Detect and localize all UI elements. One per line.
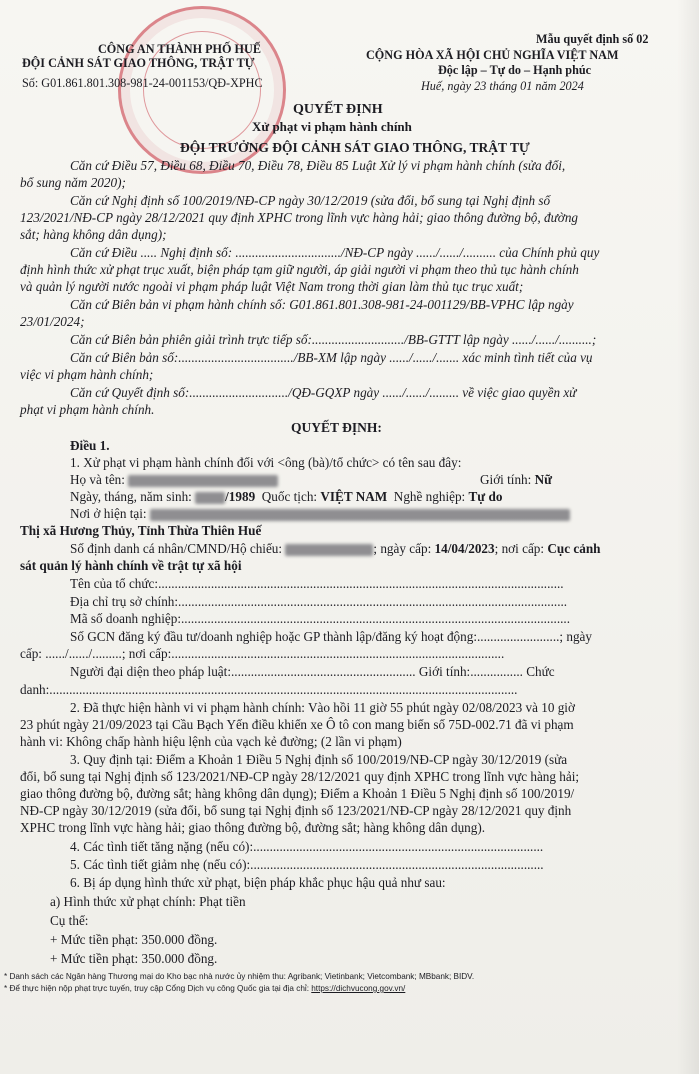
dob-row xyxy=(70,488,502,505)
fine-2: + Mức tiền phạt: 350.000 đồng. xyxy=(50,951,218,966)
org-rep-line-1: Người đại diện theo pháp luật:........................................................ Giới tính:................ Chức xyxy=(70,664,555,679)
org-gcn-line-2: cấp: ....../....../.........; nơi cấp:..................................................................................................... xyxy=(20,646,505,661)
place-date: Huế, ngày 23 tháng 01 năm 2024 xyxy=(421,79,584,93)
id-issue-place-2: sát quản lý hành chính về trật tự xã hội xyxy=(20,558,242,573)
agency-parent: CÔNG AN THÀNH PHỐ HUẾ xyxy=(98,42,261,56)
preamble-3-line-3: và quản lý người nước ngoài vi phạm pháp luật Việt Nam trong thời gian làm thủ tục trục xuất; xyxy=(20,279,524,294)
preamble-4-line-2: 23/01/2024; xyxy=(20,314,85,329)
preamble-3-line-1: Căn cứ Điều ..... Nghị định số: ................................/NĐ-CP ngày ....../....../.......... của Chính phủ quy xyxy=(70,245,600,260)
preamble-5-line-1: Căn cứ Biên bản phiên giải trình trực tiếp số:............................/BB-GTTT lập ngày ....../....../..........; xyxy=(70,332,597,347)
preamble-7-line-1: Căn cứ Quyết định số:............................../QĐ-GQXP ngày ....../....../......... về việc giao quyền xử xyxy=(70,385,577,400)
item-5: 5. Các tình tiết giảm nhẹ (nếu có):......................................................................................... xyxy=(70,857,544,872)
footnote-online-prefix: * Để thực hiện nộp phạt trực tuyến, truy cập Cổng Dịch vụ công Quốc gia tại địa chỉ: xyxy=(4,984,309,993)
org-name-line: Tên của tổ chức:........................................................................................................................... xyxy=(70,576,564,591)
gender-label: Giới tính: xyxy=(480,472,532,487)
preamble-6-line-2: việc vi phạm hành chính; xyxy=(20,367,154,382)
dob-day-month-redacted xyxy=(195,492,225,504)
item-3-line-1: 3. Quy định tại: Điểm a Khoản 1 Điều 5 Nghị định số 100/2019/NĐ-CP ngày 30/12/2019 (sửa xyxy=(70,752,568,767)
preamble-6-line-1: Căn cứ Biên bản số:.................................../BB-XM lập ngày ....../....../....... xác minh tình tiết của vụ xyxy=(70,350,593,365)
name-label: Họ và tên: xyxy=(70,472,125,487)
org-gcn-line-1: Số GCN đăng ký đầu tư/doanh nghiệp hoặc GP thành lập/đăng ký hoạt động:.........................; ngày xyxy=(70,629,593,644)
item-6: 6. Bị áp dụng hình thức xử phạt, biện pháp khắc phục hậu quả như sau: xyxy=(70,875,446,890)
item-2-line-3: hành vi: Không chấp hành hiệu lệnh của vạch kẻ đường; (2 lần vi phạm) xyxy=(20,734,402,749)
job-value: Tự do xyxy=(468,489,503,504)
item-2-line-1: 2. Đã thực hiện hành vi vi phạm hành chính: Vào hồi 11 giờ 55 phút ngày 02/08/2023 và 10 giờ xyxy=(70,700,575,715)
name-value-redacted xyxy=(128,475,278,487)
preamble-2-line-2: 123/2021/NĐ-CP ngày 28/12/2021 quy định XPHC trong lĩnh vực hàng hải; giao thông đường bộ, đường xyxy=(20,210,579,225)
id-label: Số định danh cá nhân/CMND/Hộ chiếu: xyxy=(70,541,283,556)
org-address-line: Địa chỉ trụ sở chính:...................................................................................................................... xyxy=(70,594,568,609)
item-1-intro: 1. Xử phạt vi phạm hành chính đối với <ông (bà)/tổ chức> có tên sau đây: xyxy=(70,455,462,470)
form-code: Mẫu quyết định số 02 xyxy=(536,32,649,46)
id-issue-place-1: Cục cảnh xyxy=(547,541,601,556)
item-6a: a) Hình thức xử phạt chính: Phạt tiền xyxy=(50,894,246,909)
item-3-line-4: NĐ-CP ngày 30/12/2019 (sửa đổi, bổ sung tại Nghị định số 123/2021/NĐ-CP ngày 28/12/2021 quy định xyxy=(20,803,572,818)
preamble-3-line-2: định hình thức xử phạt trục xuất, biện pháp tạm giữ người, áp giải người vi phạm theo thủ tục hành chính xyxy=(20,262,579,277)
motto: Độc lập – Tự do – Hạnh phúc xyxy=(438,63,592,77)
preamble-7-line-2: phạt vi phạm hành chính. xyxy=(20,402,155,417)
nationality-label: Quốc tịch: xyxy=(261,489,318,504)
id-place-label: ; nơi cấp: xyxy=(494,541,545,556)
id-number-redacted xyxy=(285,544,373,556)
country-name: CỘNG HÒA XÃ HỘI CHỦ NGHĨA VIỆT NAM xyxy=(366,48,619,62)
address-line-2: Thị xã Hương Thủy, Tỉnh Thừa Thiên Huế xyxy=(20,523,262,538)
item-3-line-2: đổi, bổ sung tại Nghị định số 123/2021/NĐ-CP ngày 28/12/2021 quy định XPHC trong lĩnh vực hàng hải; xyxy=(20,769,580,784)
fine-1: + Mức tiền phạt: 350.000 đồng. xyxy=(50,932,218,947)
address-redacted xyxy=(150,509,570,521)
id-issue-date: 14/04/2023 xyxy=(434,541,495,556)
dob-label: Ngày, tháng, năm sinh: xyxy=(70,489,192,504)
gender-row xyxy=(480,471,552,488)
preamble-4-line-1: Căn cứ Biên bản vi phạm hành chính số: G01.861.801.308-981-24-001129/BB-VPHC lập ngày xyxy=(70,297,574,312)
gender-value: Nữ xyxy=(534,472,553,487)
agency-name: ĐỘI CẢNH SÁT GIAO THÔNG, TRẬT TỰ xyxy=(22,56,255,70)
document-number: Số: G01.861.801.308-981-24-001153/QĐ-XPHC xyxy=(22,76,263,90)
item-2-line-2: 23 phút ngày 21/09/2023 tại Cầu Bạch Yến điều khiển xe Ô tô con mang biển số 75D-002.71 đã vi phạm xyxy=(20,717,574,732)
job-label: Nghề nghiệp: xyxy=(393,489,466,504)
org-tax-line: Mã số doanh nghiệp:...................................................................................................................... xyxy=(70,611,571,626)
address-row xyxy=(70,505,570,522)
nationality-value: VIỆT NAM xyxy=(320,489,388,504)
title-sub: Xử phạt vi phạm hành chính xyxy=(252,119,412,134)
preamble-2-line-3: sắt; hàng không dân dụng); xyxy=(20,227,167,242)
decision-heading: QUYẾT ĐỊNH: xyxy=(291,420,382,435)
preamble-2-line-1: Căn cứ Nghị định số 100/2019/NĐ-CP ngày 30/12/2019 (sửa đổi, bổ sung tại Nghị định số xyxy=(70,193,551,208)
item-3-line-5: XPHC trong lĩnh vực hàng hải; giao thông đường bộ, đường sắt; hàng không dân dụng). xyxy=(20,820,486,835)
footnote-online-payment xyxy=(4,984,405,993)
id-row xyxy=(70,540,600,557)
article-1: Điều 1. xyxy=(70,438,110,453)
dichvucong-link[interactable]: https://dichvucong.gov.vn/ xyxy=(311,984,406,993)
authority-title: ĐỘI TRƯỞNG ĐỘI CẢNH SÁT GIAO THÔNG, TRẬT TỰ xyxy=(180,140,530,155)
address-label: Nơi ở hiện tại: xyxy=(70,506,147,521)
name-row xyxy=(70,471,278,488)
page-edge-shadow xyxy=(677,0,699,1074)
org-rep-line-2: danh:.............................................................................................................................................. xyxy=(20,682,518,697)
dob-year: /1989 xyxy=(225,489,256,504)
item-6-detail: Cụ thể: xyxy=(50,913,89,928)
title-main: QUYẾT ĐỊNH xyxy=(293,102,383,117)
preamble-1-line-2: bổ sung năm 2020); xyxy=(20,175,126,190)
footnote-banks: * Danh sách các Ngân hàng Thương mại do Kho bạc nhà nước ủy nhiệm thu: Agribank; Vietinbank; Vietcombank; MBbank; BIDV. xyxy=(4,972,475,981)
preamble-1-line-1: Căn cứ Điều 57, Điều 68, Điều 70, Điều 78, Điều 85 Luật Xử lý vi phạm hành chính (sửa đổi, xyxy=(70,158,566,173)
item-3-line-3: giao thông đường bộ, đường sắt; hàng không dân dụng); Điểm a Khoản 1 Điều 5 Nghị định số 100/2019/ xyxy=(20,786,575,801)
item-4: 4. Các tình tiết tăng nặng (nếu có):........................................................................................ xyxy=(70,839,544,854)
id-date-label: ; ngày cấp: xyxy=(373,541,432,556)
